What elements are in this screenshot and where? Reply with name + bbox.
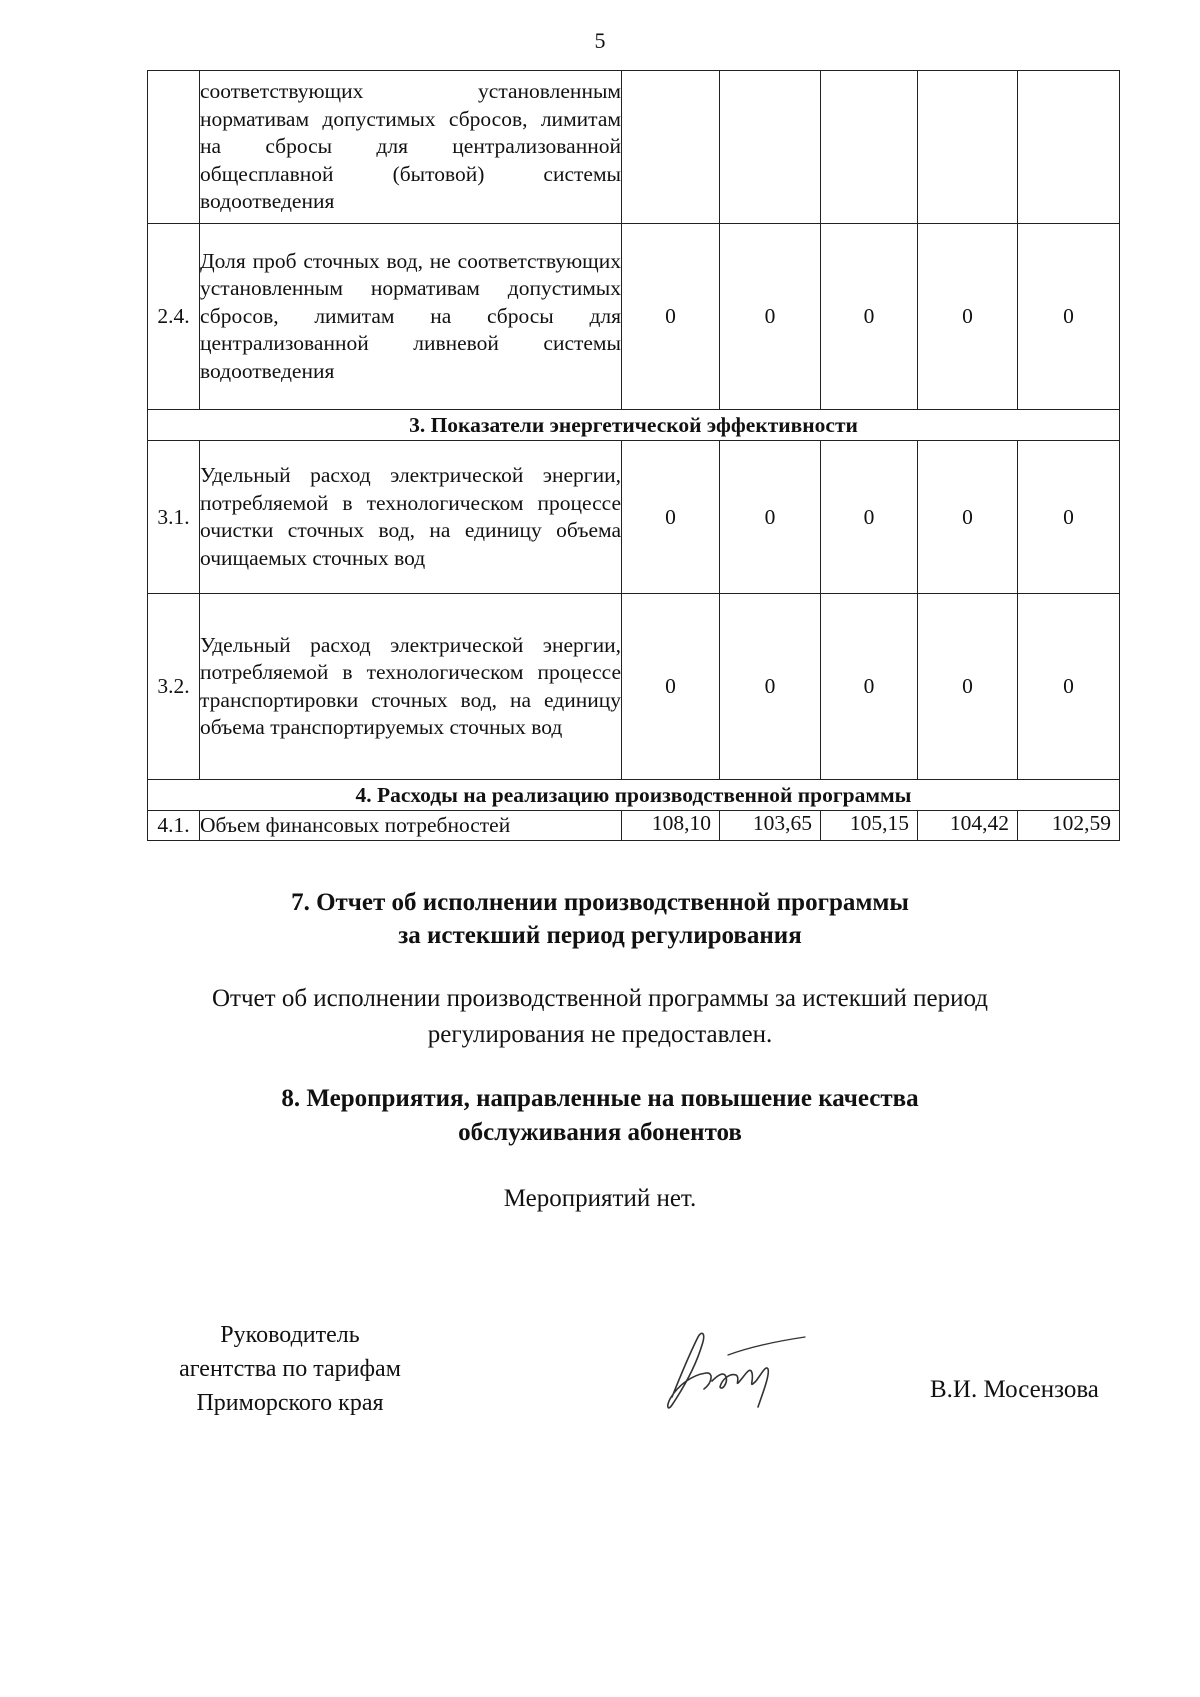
section-7-title-line2: за истекший период регулирования (398, 922, 802, 949)
indicators-table (147, 70, 1120, 841)
row-value: 103,65 (720, 811, 821, 841)
row-value: 0 (1018, 594, 1120, 780)
row-description: Доля проб сточных вод, не соответствующих установленным нормативам допустимых сбросов, лимитам на сбросы для централизованной ливневой системы водоотведения (200, 224, 622, 410)
row-value (622, 71, 720, 224)
row-value: 0 (1018, 441, 1120, 594)
row-value: 104,42 (918, 811, 1018, 841)
signer-name: В.И. Мосензова (930, 1376, 1099, 1403)
section-title: 4. Расходы на реализацию производственной программы (148, 780, 1120, 811)
row-value (720, 71, 821, 224)
row-number: 4.1. (148, 811, 200, 841)
table-row (148, 71, 1120, 224)
row-description: Удельный расход электрической энергии, потребляемой в технологическом процессе транспортировки сточных вод, на единицу объема транспортируемых сточных вод (200, 594, 622, 780)
row-value: 0 (821, 224, 918, 410)
signer-position-line: Руководитель (220, 1322, 360, 1348)
row-value: 0 (821, 441, 918, 594)
section-8-title-line2: обслуживания абонентов (458, 1119, 742, 1146)
row-description: соответствующих установленным нормативам допустимых сбросов, лимитам на сбросы для централизованной общесплавной (бытовой) системы водоотведения (200, 71, 622, 224)
row-description: Удельный расход электрической энергии, потребляемой в технологическом процессе очистки сточных вод, на единицу объема очищаемых сточных вод (200, 441, 622, 594)
table-row (148, 441, 1120, 594)
row-value: 102,59 (1018, 811, 1120, 841)
row-value: 0 (918, 594, 1018, 780)
table-row (148, 811, 1120, 841)
section-header-row (148, 780, 1120, 811)
row-value: 108,10 (622, 811, 720, 841)
row-value: 0 (720, 594, 821, 780)
row-value: 0 (622, 594, 720, 780)
row-value: 0 (622, 441, 720, 594)
section-header-row (148, 410, 1120, 441)
section-7-text-line1: Отчет об исполнении производственной программы за истекший период (212, 985, 988, 1012)
section-8-title-line1: 8. Мероприятия, направленные на повышение качества (281, 1085, 919, 1112)
page-number: 5 (594, 28, 606, 53)
row-value (918, 71, 1018, 224)
signer-position (140, 1318, 440, 1420)
row-value (1018, 71, 1120, 224)
section-title: 3. Показатели энергетической эффективности (148, 410, 1120, 441)
row-value: 0 (720, 441, 821, 594)
row-description: Объем финансовых потребностей (200, 811, 622, 841)
row-value: 0 (821, 594, 918, 780)
row-value: 0 (918, 224, 1018, 410)
row-number (148, 71, 200, 224)
row-value: 0 (1018, 224, 1120, 410)
section-7-text-line2: регулирования не предоставлен. (427, 1021, 773, 1048)
row-value: 0 (918, 441, 1018, 594)
row-value (821, 71, 918, 224)
handwritten-signature (650, 1325, 810, 1420)
signer-position-line: агентства по тарифам (179, 1356, 401, 1382)
signer-position-line: Приморского края (196, 1390, 384, 1416)
row-value: 0 (622, 224, 720, 410)
table-row (148, 224, 1120, 410)
table-row (148, 594, 1120, 780)
row-number: 3.1. (148, 441, 200, 594)
row-number: 2.4. (148, 224, 200, 410)
section-8-text: Мероприятий нет. (503, 1185, 697, 1212)
row-value: 105,15 (821, 811, 918, 841)
row-number: 3.2. (148, 594, 200, 780)
section-7-title-line1: 7. Отчет об исполнении производственной программы (291, 889, 909, 916)
row-value: 0 (720, 224, 821, 410)
